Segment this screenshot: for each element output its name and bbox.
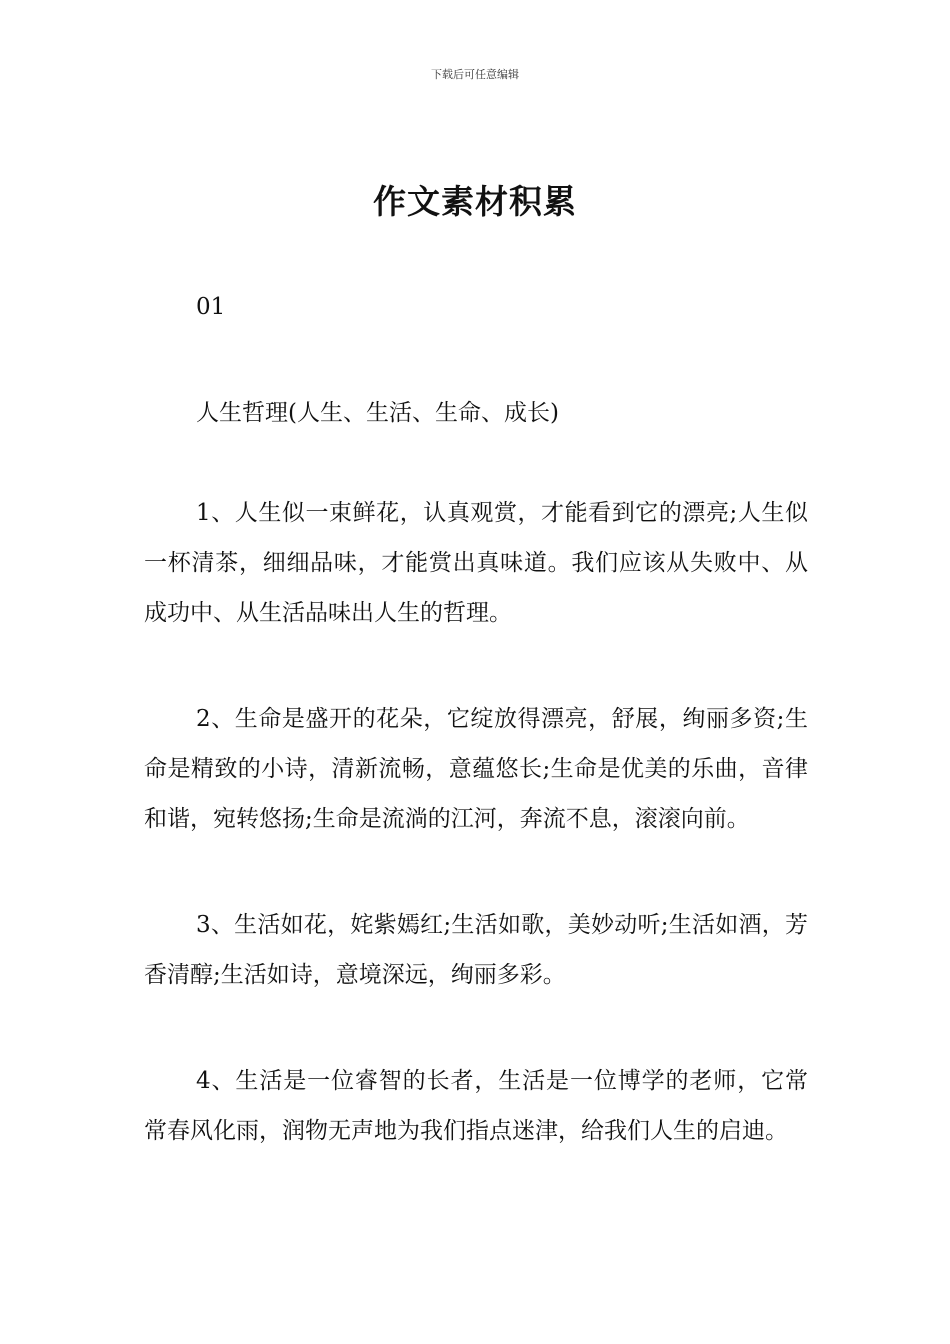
paragraph-3: 3、生活如花，姹紫嫣红;生活如歌，美妙动听;生活如酒，芳香清醇;生活如诗，意境深远，绚丽多彩。: [144, 912, 808, 988]
section-heading: 人生哲理(人生、生活、生命、成长): [196, 400, 559, 426]
header-note: 下载后可任意编辑: [431, 68, 519, 81]
document-body: [144, 282, 808, 1156]
page-title: 作文素材积累: [373, 182, 577, 221]
paragraph-1: 1、人生似一束鲜花，认真观赏，才能看到它的漂亮;人生似一杯清茶，细细品味，才能赏出真味道。我们应该从失败中、从成功中、从生活品味出人生的哲理。: [144, 500, 808, 626]
paragraph-2: 2、生命是盛开的花朵，它绽放得漂亮，舒展，绚丽多资;生命是精致的小诗，清新流畅，意蕴悠长;生命是优美的乐曲，音律和谐，宛转悠扬;生命是流淌的江河，奔流不息，滚滚向前。: [144, 706, 808, 832]
section-number: 01: [196, 294, 226, 320]
paragraph-4: 4、生活是一位睿智的长者，生活是一位博学的老师，它常常春风化雨，润物无声地为我们指点迷津，给我们人生的启迪。: [144, 1068, 808, 1144]
